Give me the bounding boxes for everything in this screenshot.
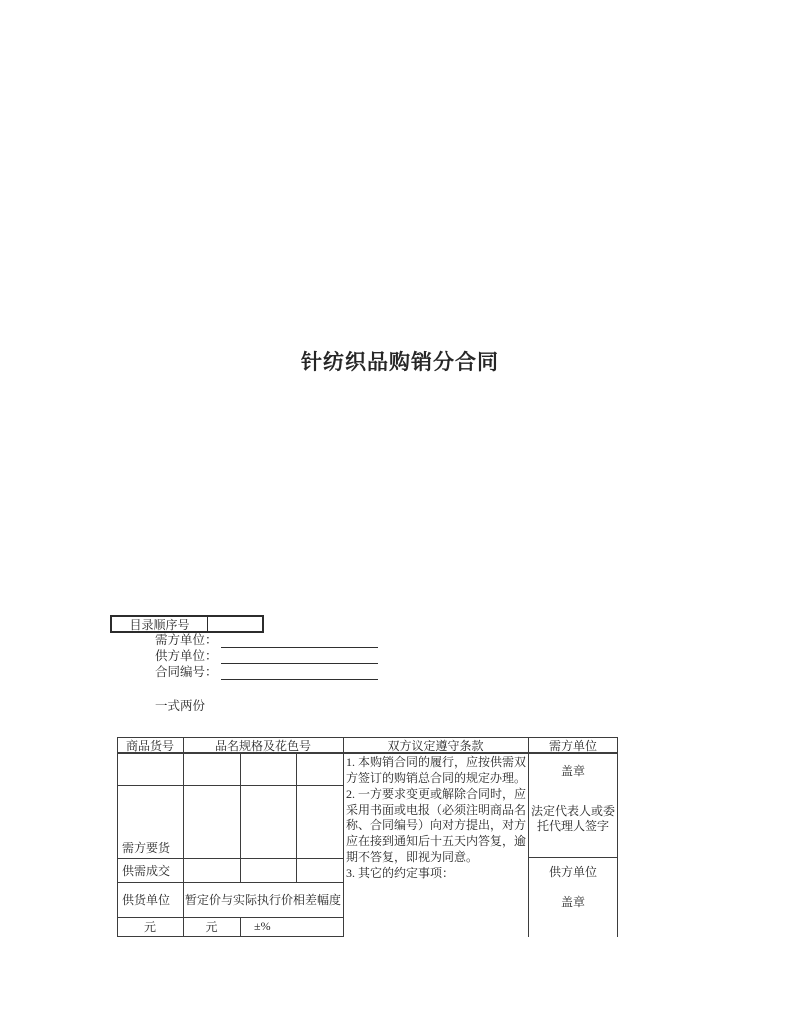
row-label-demand-order: 需方要货 bbox=[122, 841, 171, 855]
copies-note: 一式两份 bbox=[155, 699, 206, 713]
unit-percent: ±% bbox=[254, 919, 271, 933]
contract-no-label: 合同编号： bbox=[155, 665, 218, 679]
grid-line-v2 bbox=[240, 754, 241, 882]
table-left-border bbox=[117, 737, 118, 937]
cell-price-diff: 暂定价与实际执行价相差幅度 bbox=[184, 893, 341, 907]
table-right-border bbox=[617, 737, 618, 937]
demand-seal-label: 盖章 bbox=[560, 764, 585, 778]
supply-unit-underline bbox=[221, 650, 378, 664]
terms-text bbox=[346, 755, 526, 935]
legal-rep-signature-label: 法定代表人或委托代理人签字 bbox=[530, 804, 615, 833]
header-cell-demand-unit: 需方单位 bbox=[548, 738, 597, 753]
unit-yuan-2: 元 bbox=[205, 920, 218, 934]
row-label-deal: 供需成交 bbox=[122, 863, 171, 878]
unit-yuan-1: 元 bbox=[143, 920, 156, 934]
supply-unit-label: 供方单位： bbox=[155, 649, 218, 663]
contract-no-underline bbox=[221, 666, 378, 680]
supplier-seal-label: 盖章 bbox=[560, 895, 585, 909]
document-title: 针纺织品购销分合同 bbox=[301, 350, 499, 374]
form-row-contract-no bbox=[155, 665, 378, 680]
term-item-2: 2. 一方要求变更或解除合同时，应采用书面或电报（必须注明商品名称、合同编号）向对方提出，对方应在接到通知后十五天内答复，逾期不答复，即视为同意。 bbox=[346, 787, 527, 864]
subtable-bottom-border bbox=[117, 936, 344, 937]
catalog-number-label: 目录顺序号 bbox=[112, 617, 208, 631]
header-cell-product-no: 商品货号 bbox=[125, 738, 174, 753]
supplier-unit-cell bbox=[529, 858, 617, 936]
demand-unit-underline bbox=[221, 634, 378, 648]
header-cell-name-spec: 品名规格及花色号 bbox=[214, 738, 311, 753]
term-item-3: 3. 其它的约定事项： bbox=[346, 866, 455, 881]
contract-table bbox=[117, 737, 618, 937]
catalog-number-value-cell bbox=[208, 617, 262, 631]
grid-line-v4 bbox=[343, 737, 344, 937]
demand-unit-label: 需方单位： bbox=[155, 633, 218, 647]
grid-line-v3 bbox=[296, 754, 297, 882]
header-cell-terms: 双方议定遵守条款 bbox=[387, 738, 484, 753]
supplier-unit-label: 供方单位 bbox=[548, 865, 597, 879]
row-label-supply-unit: 供货单位 bbox=[122, 893, 171, 907]
term-item-1: 1. 本购销合同的履行，应按供需双方签订的购销总合同的规定办理。 bbox=[346, 755, 527, 785]
demand-seal-cell bbox=[529, 754, 617, 857]
